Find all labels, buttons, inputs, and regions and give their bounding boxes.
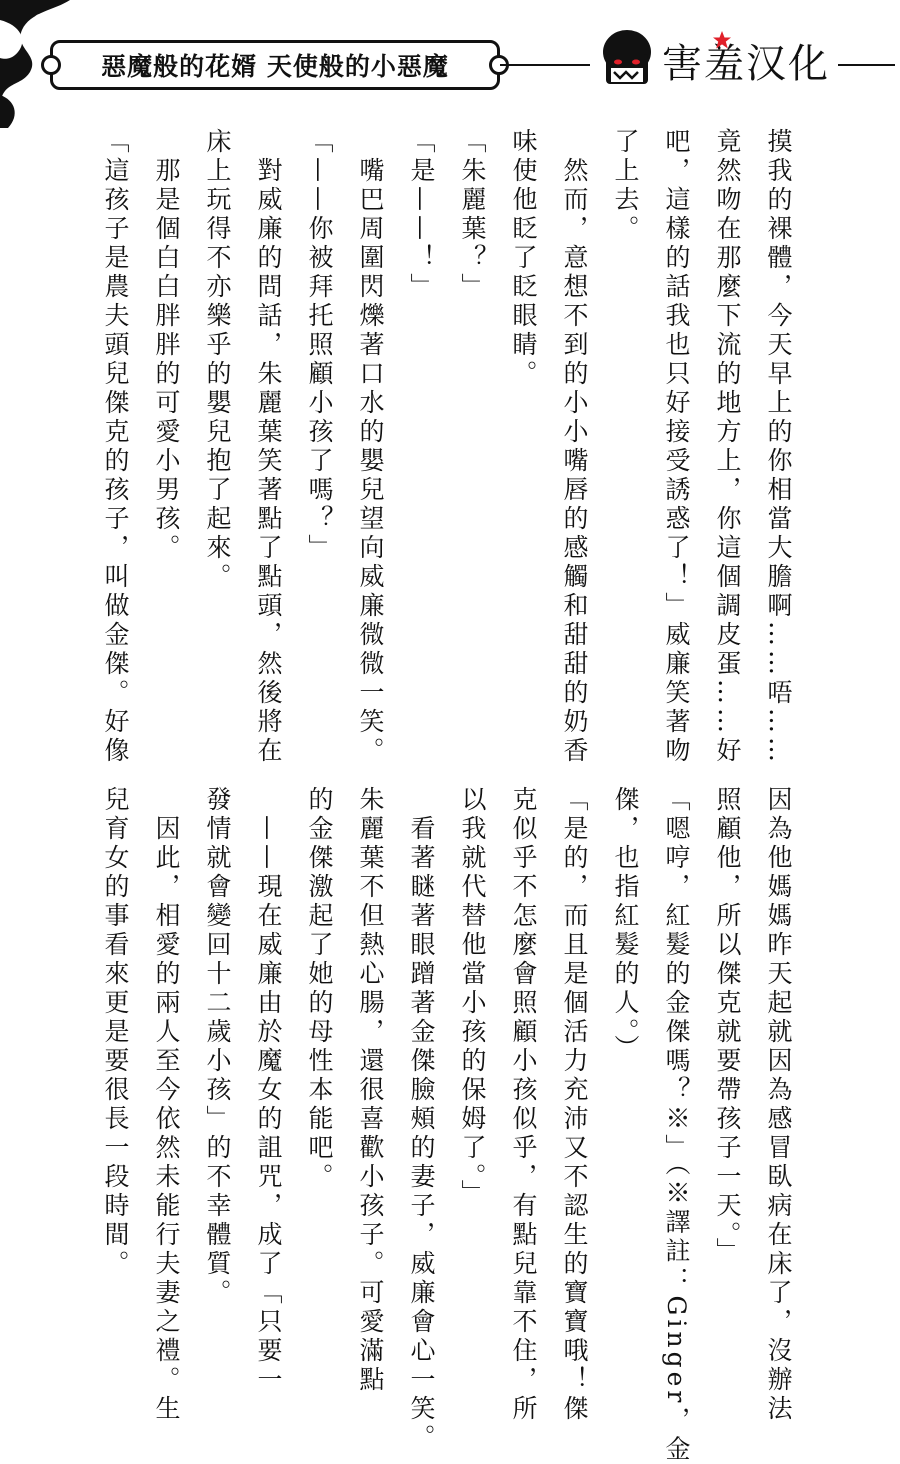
text-line: 「——你被拜托照顧小孩了嗎？」 <box>305 128 334 563</box>
text-line: 以我就代替他當小孩的保姆了。」 <box>458 786 487 1209</box>
text-line: 「是的，而且是個活力充沛又不認生的寶寶哦！傑 <box>560 786 589 1424</box>
text-line: 看著瞇著眼蹭著金傑臉頰的妻子，威廉會心一笑。 <box>407 786 436 1453</box>
text-line: 了上去。 <box>611 128 640 244</box>
text-block-top <box>90 128 804 766</box>
text-line: 兒育女的事看來更是要很長一段時間。 <box>101 786 130 1279</box>
text-line: 照顧他，所以傑克就要帶孩子一天。」 <box>713 786 742 1267</box>
text-block-bottom <box>90 786 804 1464</box>
text-line: 嘴巴周圍閃爍著口水的嬰兒望向威廉微微一笑。 <box>356 128 385 766</box>
text-line: 「嗯哼，紅髮的金傑嗎？※」（※譯註：Ginger，金 <box>662 786 691 1464</box>
text-line: 的金傑激起了她的母性本能吧。 <box>305 786 334 1192</box>
scanlation-logo <box>590 28 838 92</box>
text-line: 克似乎不怎麼會照顧小孩似乎，有點兒靠不住，所 <box>509 786 538 1424</box>
text-line: 發情就會變回十二歲小孩」的不幸體質。 <box>203 786 232 1308</box>
star-icon <box>712 30 732 50</box>
text-line: 對威廉的問話，朱麗葉笑著點了點頭，然後將在 <box>254 128 283 766</box>
book-title: 惡魔般的花婿 天使般的小惡魔 <box>101 52 449 81</box>
text-line: ——現在威廉由於魔女的詛咒，成了「只要一 <box>254 786 283 1395</box>
text-line: 床上玩得不亦樂乎的嬰兒抱了起來。 <box>203 128 232 592</box>
text-line: 然而，意想不到的小小嘴唇的感觸和甜甜的奶香 <box>560 128 589 766</box>
text-line: 吧，這樣的話我也只好接受誘惑了！」威廉笑著吻 <box>662 128 691 766</box>
text-line: 「這孩子是農夫頭兒傑克的孩子，叫做金傑。好像 <box>101 128 130 766</box>
text-line: 因為他媽媽昨天起就因為感冒臥病在床了，沒辦法 <box>764 786 793 1424</box>
shy-face-icon <box>598 28 656 92</box>
text-line: 那是個白白胖胖的可愛小男孩。 <box>152 128 181 563</box>
text-line: 竟然吻在那麼下流的地方上，你這個調皮蛋……好 <box>713 128 742 766</box>
text-line: 味使他眨了眨眼睛。 <box>509 128 538 389</box>
logo-text: 害羞汉化 <box>662 40 830 87</box>
text-line: 傑，也指紅髮的人。） <box>611 786 640 1064</box>
text-line: 因此，相愛的兩人至今依然未能行夫妻之禮。生 <box>152 786 181 1424</box>
book-title-banner <box>50 40 500 90</box>
text-line: 摸我的裸體，今天早上的你相當大膽啊……唔…… <box>764 128 793 766</box>
text-line: 「朱麗葉？」 <box>458 128 487 302</box>
text-line: 「是——！」 <box>407 128 436 302</box>
text-line: 朱麗葉不但熱心腸，還很喜歡小孩子。可愛滿點 <box>356 786 385 1395</box>
